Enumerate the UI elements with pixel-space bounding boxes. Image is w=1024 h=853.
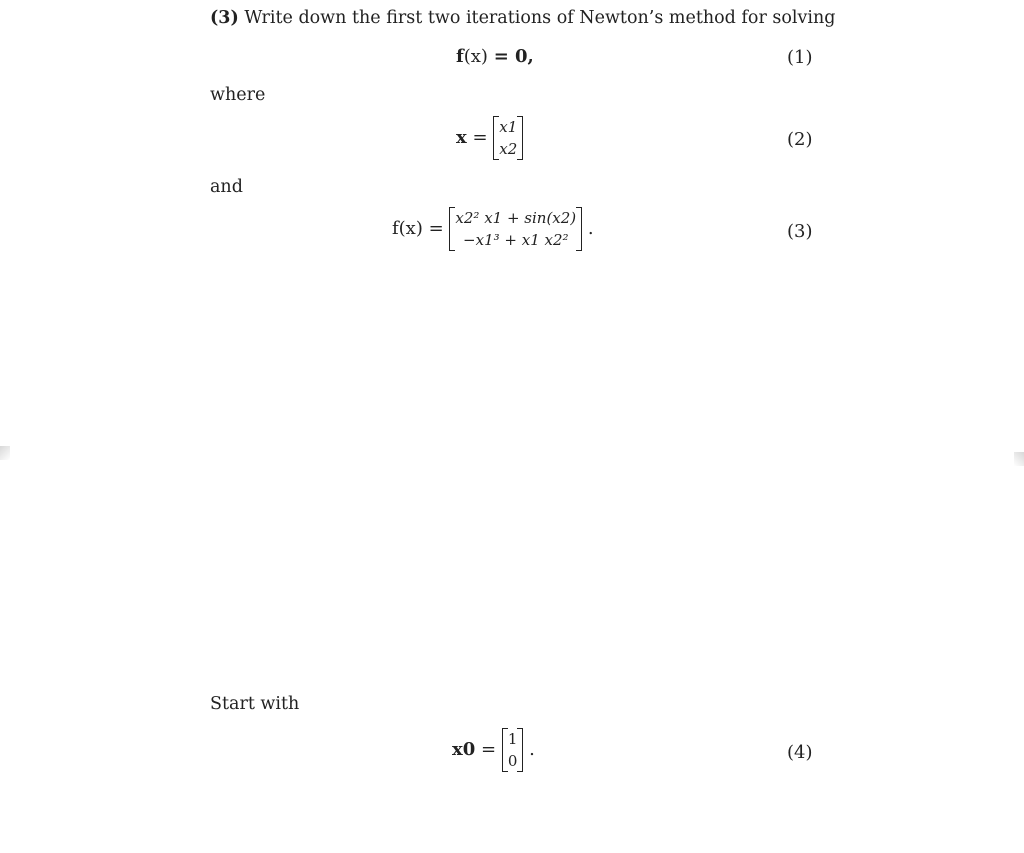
eq1-arg: (x) [463,46,488,67]
equation-1 [456,46,534,67]
eq4-vector [502,728,524,772]
eq2-vector [493,116,523,160]
page-edge-mark-right [1014,452,1024,466]
eq3-row-1: x2² x1 + sin(x2) [455,209,577,227]
eq2-equals: = [472,127,488,148]
eq2-row-2: x2 [499,140,518,158]
equation-number-4: (4) [787,742,813,763]
where-text: where [210,85,266,105]
eq4-equals: = [481,739,497,760]
eq3-vector [449,207,582,251]
problem-label: (3) [210,8,239,28]
eq3-period: . [587,218,594,239]
eq1-rhs: = 0, [493,46,534,67]
and-text: and [210,177,243,197]
start-with-text: Start with [210,694,300,714]
eq4-row-1: 1 [507,730,518,748]
eq4-lhs: x0 [452,739,476,760]
eq4-row-2: 0 [507,752,518,770]
eq1-function: f [456,46,464,67]
equation-2 [456,116,523,160]
page-edge-mark-left [0,446,10,460]
equation-number-2: (2) [787,129,813,150]
eq3-row-2: −x1³ + x1 x2² [463,231,569,249]
equation-4 [452,728,535,772]
eq4-period: . [529,739,535,760]
equation-number-3: (3) [787,221,813,242]
eq3-lhs: f(x) = [392,218,444,239]
problem-statement [210,8,835,28]
eq2-row-1: x1 [499,118,518,136]
problem-intro: Write down the first two iterations of Newton’s method for solving [244,8,836,28]
equation-number-1: (1) [787,47,813,68]
equation-3 [392,207,594,251]
eq2-lhs: x [456,127,467,148]
